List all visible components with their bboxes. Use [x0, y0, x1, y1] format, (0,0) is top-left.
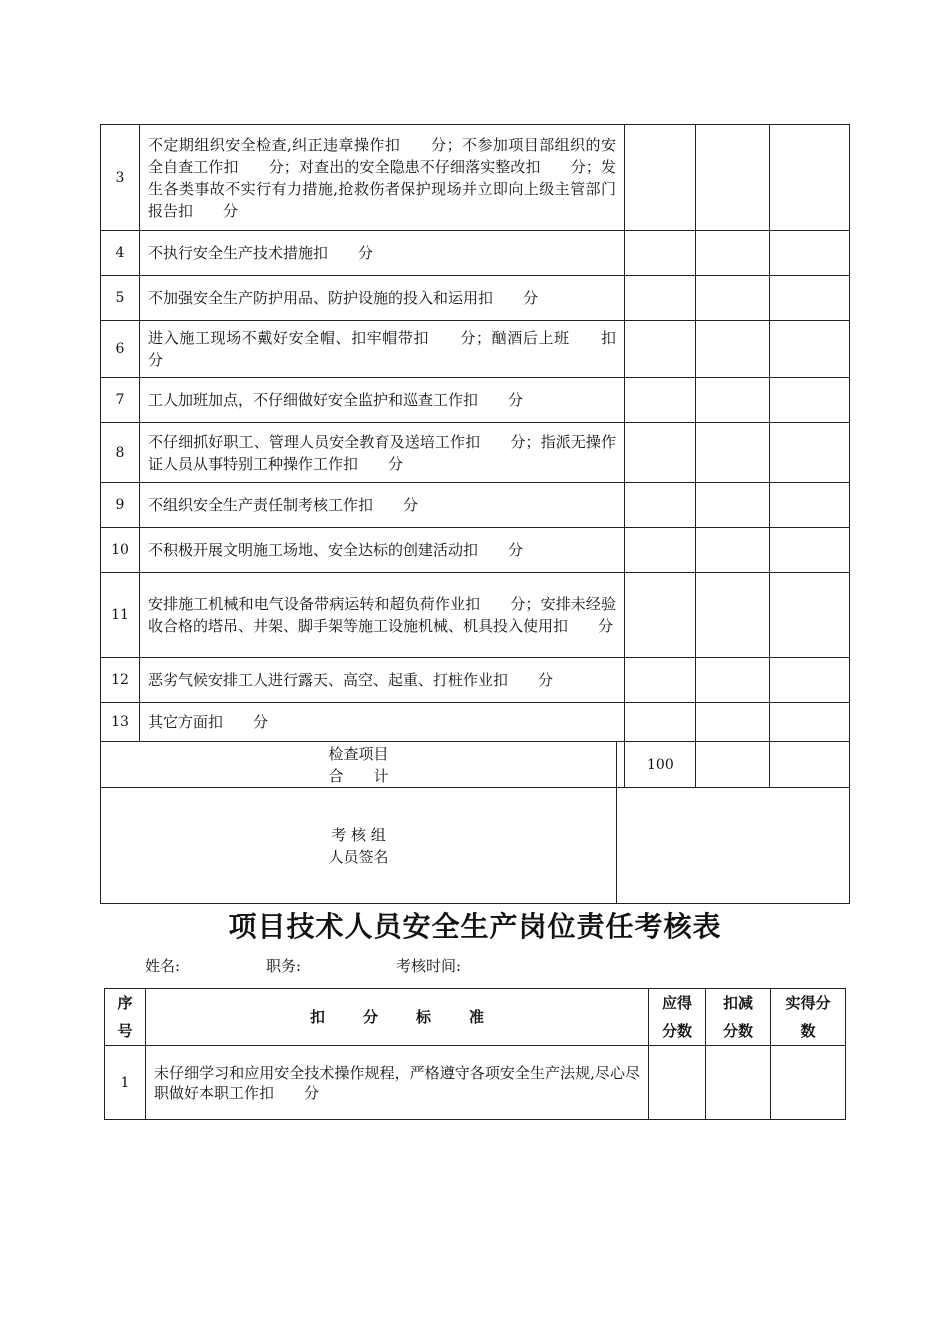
header-number-line-2: 号 [117, 1022, 133, 1040]
deduct-score-cell[interactable] [706, 1046, 771, 1120]
row-number: 5 [101, 276, 140, 321]
actual-score-cell[interactable] [770, 423, 850, 483]
header-criteria [146, 989, 649, 1046]
row-number: 1 [105, 1046, 146, 1120]
row-number: 8 [101, 423, 140, 483]
signature-area[interactable] [617, 788, 850, 904]
total-score: 100 [625, 742, 696, 788]
actual-score-cell[interactable] [770, 321, 850, 378]
table-row [101, 703, 850, 742]
deduct-score-cell[interactable] [696, 423, 770, 483]
actual-score-cell[interactable] [770, 276, 850, 321]
should-score-cell[interactable] [625, 658, 696, 703]
actual-score-cell[interactable] [770, 483, 850, 528]
header-deduct-line-1: 扣减 [722, 994, 753, 1012]
page-title: 项目技术人员安全生产岗位责任考核表 [228, 910, 722, 943]
total-blank-cell[interactable] [617, 742, 625, 788]
deduct-score-cell[interactable] [696, 231, 770, 276]
criteria-text: 不仔细抓好职工、管理人员安全教育及送培工作扣 分；指派无操作证人员从事特别工种操作工作扣 分 [140, 423, 625, 483]
total-label-line-2: 合 计 [328, 766, 389, 785]
row-number: 4 [101, 231, 140, 276]
should-score-cell[interactable] [625, 423, 696, 483]
actual-score-cell[interactable] [770, 125, 850, 231]
table-row [101, 378, 850, 423]
header-actual-line-1: 实得分 [785, 994, 831, 1012]
total-actual-cell[interactable] [770, 742, 850, 788]
header-actual-score [771, 989, 846, 1046]
deduct-score-cell[interactable] [696, 528, 770, 573]
deduction-table-continued [100, 124, 850, 904]
row-number: 13 [101, 703, 140, 742]
total-label-line-1: 检查项目 [328, 744, 389, 763]
should-score-cell[interactable] [625, 528, 696, 573]
table-row [101, 658, 850, 703]
actual-score-cell[interactable] [770, 231, 850, 276]
actual-score-cell[interactable] [770, 378, 850, 423]
table-row [101, 125, 850, 231]
row-number: 12 [101, 658, 140, 703]
deduct-score-cell[interactable] [696, 321, 770, 378]
table-row [101, 528, 850, 573]
actual-score-cell[interactable] [770, 703, 850, 742]
should-score-cell[interactable] [625, 703, 696, 742]
criteria-text: 不组织安全生产责任制考核工作扣 分 [140, 483, 625, 528]
name-label: 姓名: [145, 957, 181, 975]
actual-score-cell[interactable] [770, 573, 850, 658]
header-should-line-1: 应得 [661, 994, 692, 1012]
signature-row [101, 788, 850, 904]
position-label: 职务: [266, 957, 302, 975]
should-score-cell[interactable] [625, 483, 696, 528]
criteria-text: 不定期组织安全检查,纠正违章操作扣 分；不参加项目部组织的安全自查工作扣 分；对查出的安全隐患不仔细落实整改扣 分；发生各类事故不实行有力措施,抢救伤者保护现场并立即向上级主管部门报告扣 分 [140, 125, 625, 231]
header-number [105, 989, 146, 1046]
header-should-score [649, 989, 706, 1046]
table-row [101, 423, 850, 483]
should-score-cell[interactable] [625, 378, 696, 423]
header-row [105, 989, 846, 1046]
table-row [101, 321, 850, 378]
row-number: 6 [101, 321, 140, 378]
table-row [101, 276, 850, 321]
deduct-score-cell[interactable] [696, 658, 770, 703]
header-number-line-1: 序 [117, 994, 133, 1012]
deduct-score-cell[interactable] [696, 276, 770, 321]
row-number: 10 [101, 528, 140, 573]
header-actual-line-2: 数 [800, 1022, 816, 1040]
should-score-cell[interactable] [625, 573, 696, 658]
header-should-line-2: 分数 [661, 1022, 692, 1040]
should-score-cell[interactable] [625, 276, 696, 321]
should-score-cell[interactable] [649, 1046, 706, 1120]
actual-score-cell[interactable] [770, 528, 850, 573]
header-criteria-label: 扣分标准 [309, 1008, 522, 1026]
technical-staff-assessment-table [104, 988, 846, 1120]
table-row [101, 483, 850, 528]
criteria-text: 未仔细学习和应用安全技术操作规程，严格遵守各项安全生产法规,尽心尽职做好本职工作扣 分 [146, 1046, 649, 1120]
criteria-text: 其它方面扣 分 [140, 703, 625, 742]
should-score-cell[interactable] [625, 231, 696, 276]
signature-label-line-1: 考 核 组 [331, 825, 386, 844]
actual-score-cell[interactable] [771, 1046, 846, 1120]
signature-label-line-2: 人员签名 [328, 847, 389, 866]
criteria-text: 安排施工机械和电气设备带病运转和超负荷作业扣 分；安排未经验收合格的塔吊、井架、脚手架等施工设施机械、机具投入使用扣 分 [140, 573, 625, 658]
criteria-text: 进入施工现场不戴好安全帽、扣牢帽带扣 分；酗酒后上班 扣 分 [140, 321, 625, 378]
criteria-text: 不积极开展文明施工场地、安全达标的创建活动扣 分 [140, 528, 625, 573]
table-row [105, 1046, 846, 1120]
deduct-score-cell[interactable] [696, 125, 770, 231]
criteria-text: 工人加班加点，不仔细做好安全监护和巡查工作扣 分 [140, 378, 625, 423]
row-number: 7 [101, 378, 140, 423]
table-row [101, 231, 850, 276]
deduct-score-cell[interactable] [696, 703, 770, 742]
header-deduct-score [706, 989, 771, 1046]
row-number: 11 [101, 573, 140, 658]
actual-score-cell[interactable] [770, 658, 850, 703]
row-number: 9 [101, 483, 140, 528]
criteria-text: 不执行安全生产技术措施扣 分 [140, 231, 625, 276]
signature-label [101, 788, 617, 904]
criteria-text: 恶劣气候安排工人进行露天、高空、起重、打桩作业扣 分 [140, 658, 625, 703]
criteria-text: 不加强安全生产防护用品、防护设施的投入和运用扣 分 [140, 276, 625, 321]
should-score-cell[interactable] [625, 125, 696, 231]
deduct-score-cell[interactable] [696, 573, 770, 658]
header-deduct-line-2: 分数 [722, 1022, 753, 1040]
deduct-score-cell[interactable] [696, 378, 770, 423]
table-row [101, 573, 850, 658]
row-number: 3 [101, 125, 140, 231]
total-deduct-cell[interactable] [696, 742, 770, 788]
deduct-score-cell[interactable] [696, 483, 770, 528]
total-label [101, 742, 617, 788]
time-label: 考核时间: [396, 957, 462, 975]
total-row [101, 742, 850, 788]
